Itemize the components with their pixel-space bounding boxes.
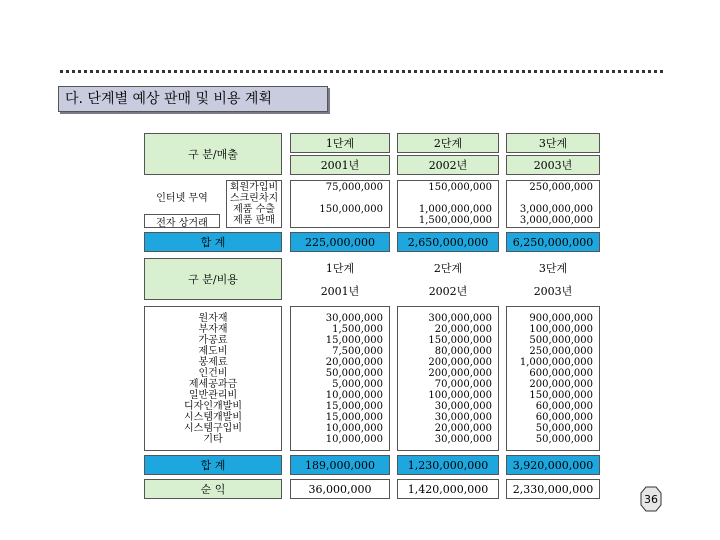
dotted-divider [60,70,663,73]
cost-value: 1,500,000 [332,323,383,335]
sales-year-2: 2002년 [397,155,499,175]
sales-value: 3,000,000,000 [519,215,593,226]
sales-value: 250,000,000 [529,182,593,193]
cost-value: 200,000,000 [428,367,492,379]
page-number: 36 [644,492,658,506]
cost-value: 300,000,000 [428,312,492,324]
cost-value: 5,000,000 [332,378,383,390]
profit-label: 순 익 [144,479,282,499]
profit-value-1: 36,000,000 [290,479,390,499]
cost-value: 15,000,000 [325,411,383,423]
cost-value: 15,000,000 [325,400,383,412]
sales-values-col-3 [506,180,600,228]
cost-value: 70,000,000 [434,378,492,390]
cost-value: 10,000,000 [325,389,383,401]
sales-year-1: 2001년 [290,155,390,175]
sales-value: 75,000,000 [325,182,383,193]
cost-value: 900,000,000 [529,312,593,324]
cost-item: 원자재 [198,312,228,324]
cost-value: 80,000,000 [434,345,492,357]
sales-total-label: 합 계 [144,232,282,252]
cost-total-2: 1,230,000,000 [397,455,499,475]
cost-item: 일반관리비 [188,389,238,401]
sales-values-col-2 [397,180,499,228]
cost-value: 20,000,000 [325,356,383,368]
sales-item: 회원가입비 [229,182,279,193]
cost-year-1: 2001년 [320,285,360,298]
cost-value: 20,000,000 [434,422,492,434]
cost-value: 500,000,000 [529,334,593,346]
cost-value: 30,000,000 [434,411,492,423]
cost-year-2: 2002년 [428,285,468,298]
cost-value: 50,000,000 [535,422,593,434]
section-title: 다. 단계별 예상 판매 및 비용 계획 [58,86,328,112]
cost-value: 1,000,000,000 [519,356,593,368]
sales-total-1: 225,000,000 [290,232,390,252]
cost-stage-3: 3단계 [538,262,568,275]
cost-value: 30,000,000 [434,433,492,445]
sales-value: 3,000,000,000 [519,204,593,215]
cost-values-col-1 [290,306,390,451]
sales-items-label-cell [226,180,282,228]
cost-value: 50,000,000 [325,367,383,379]
cost-item: 봉제료 [198,356,228,368]
cost-item: 디자인개발비 [184,400,242,412]
cost-total-label: 합 계 [144,455,282,475]
cost-values-col-3 [506,306,600,451]
sales-total-2: 2,650,000,000 [397,232,499,252]
sales-year-3: 2003년 [506,155,600,175]
cost-value: 250,000,000 [529,345,593,357]
cost-item: 시스템개발비 [184,411,242,423]
sales-values-col-1 [290,180,390,228]
sales-value: 1,000,000,000 [418,204,492,215]
cost-value: 7,500,000 [332,345,383,357]
cost-item: 기타 [203,433,223,445]
cost-value: 100,000,000 [428,389,492,401]
cost-item: 시스템구입비 [184,422,242,434]
sales-value: 150,000,000 [428,182,492,193]
cost-value: 50,000,000 [535,433,593,445]
page-number-badge [640,486,662,512]
sales-total-3: 6,250,000,000 [506,232,600,252]
cost-item: 제세공과금 [188,378,238,390]
sales-category-ecommerce: 전자 상거래 [144,214,220,228]
cost-value: 100,000,000 [529,323,593,335]
sales-stage-3: 3단계 [506,133,600,153]
cost-year-3: 2003년 [533,285,573,298]
sales-item: 스크린차지 [229,193,279,204]
sales-category-internet-trade: 인터넷 무역 [156,192,208,204]
cost-item: 인건비 [198,367,228,379]
cost-item: 제도비 [198,345,228,357]
cost-value: 200,000,000 [529,378,593,390]
sales-item: 제품 판매 [233,215,275,226]
cost-value: 30,000,000 [325,312,383,324]
cost-value: 15,000,000 [325,334,383,346]
cost-value: 20,000,000 [434,323,492,335]
sales-item: 제품 수출 [233,204,275,215]
cost-value: 600,000,000 [529,367,593,379]
cost-values-col-2 [397,306,499,451]
cost-items-label-cell [144,306,282,451]
cost-stage-2: 2단계 [433,262,463,275]
sales-value: 150,000,000 [319,204,383,215]
cost-total-3: 3,920,000,000 [506,455,600,475]
cost-value: 200,000,000 [428,356,492,368]
sales-value: 1,500,000,000 [418,215,492,226]
cost-stage-1: 1단계 [325,262,355,275]
cost-value: 150,000,000 [428,334,492,346]
cost-value: 30,000,000 [434,400,492,412]
cost-corner-label: 구 분/비용 [144,258,282,300]
profit-value-3: 2,330,000,000 [506,479,600,499]
cost-item: 부자재 [198,323,228,335]
cost-value: 10,000,000 [325,422,383,434]
sales-stage-2: 2단계 [397,133,499,153]
cost-value: 10,000,000 [325,433,383,445]
cost-item: 가공료 [198,334,228,346]
cost-total-1: 189,000,000 [290,455,390,475]
profit-value-2: 1,420,000,000 [397,479,499,499]
cost-value: 60,000,000 [535,400,593,412]
cost-value: 150,000,000 [529,389,593,401]
sales-stage-1: 1단계 [290,133,390,153]
cost-value: 60,000,000 [535,411,593,423]
sales-corner-label: 구 분/매출 [144,133,282,175]
